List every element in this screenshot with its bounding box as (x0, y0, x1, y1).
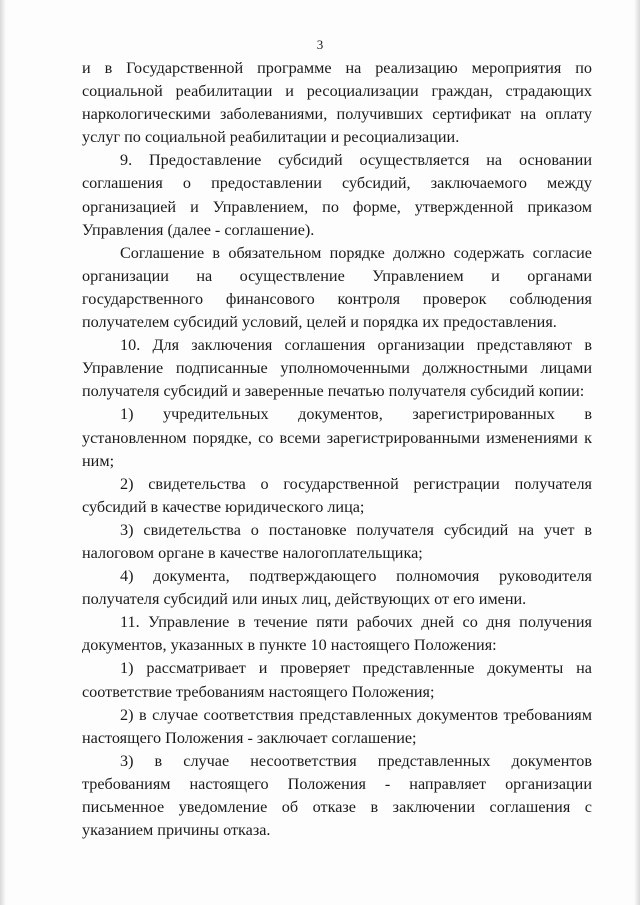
paragraph-item-11: 11. Управление в течение пяти рабочих дней со дня получения документов, указанных в пункте 10 настоящего Положения: (82, 613, 592, 655)
list-item-10-4: 4) документа, подтверждающего полномочия руководителя получателя субсидий или иных лиц, действующих от его имени. (82, 567, 592, 609)
list-item-10-1: 1) учредительных документов, зарегистрированных в установленном порядке, со всеми зарегистрированными изменениями к ним; (82, 405, 592, 470)
scan-edge-left (0, 0, 6, 905)
scan-edge-right (634, 0, 640, 905)
list-item-11-1: 1) рассматривает и проверяет представленные документы на соответствие требованиям настоящего Положения; (82, 659, 592, 701)
page-number: 3 (316, 37, 324, 52)
list-item-11-2: 2) в случае соответствия представленных документов требованиям настоящего Положения - заключает соглашение; (82, 705, 592, 747)
document-body (82, 57, 592, 842)
list-item-10-3: 3) свидетельства о постановке получателя субсидий на учет в налоговом органе в качестве налогоплательщика; (82, 520, 592, 562)
list-item-10-2: 2) свидетельства о государственной регистрации получателя субсидий в качестве юридического лица; (82, 474, 592, 516)
paragraph-agreement-consent: Соглашение в обязательном порядке должно содержать согласие организации на осуществление Управлением и органами государственного финансового контроля проверок соблюдения получателем субсидий условий, целей и порядка их предоставления. (82, 243, 592, 332)
list-item-11-3: 3) в случае несоответствия представленных документов требованиям настоящего Положения - направляет организации письменное уведомление об отказе в заключении соглашения с указанием причины отказа. (82, 751, 592, 840)
paragraph-continuation: и в Государственной программе на реализацию мероприятия по социальной реабилитации и ресоциализации граждан, страдающих наркологическими заболеваниями, получивших сертификат на оплату услуг по социальной реабилитации и ресоциализации. (82, 59, 592, 147)
paragraph-item-10: 10. Для заключения соглашения организации представляют в Управление подписанные уполномоченными должностными лицами получателя субсидий и заверенные печатью получателя субсидий копии: (82, 336, 592, 401)
paragraph-item-9: 9. Предоставление субсидий осуществляется на основании соглашения о предоставлении субсидий, заключаемого между организацией и Управлением, по форме, утвержденной приказом Управления (далее - соглашение). (82, 151, 592, 239)
